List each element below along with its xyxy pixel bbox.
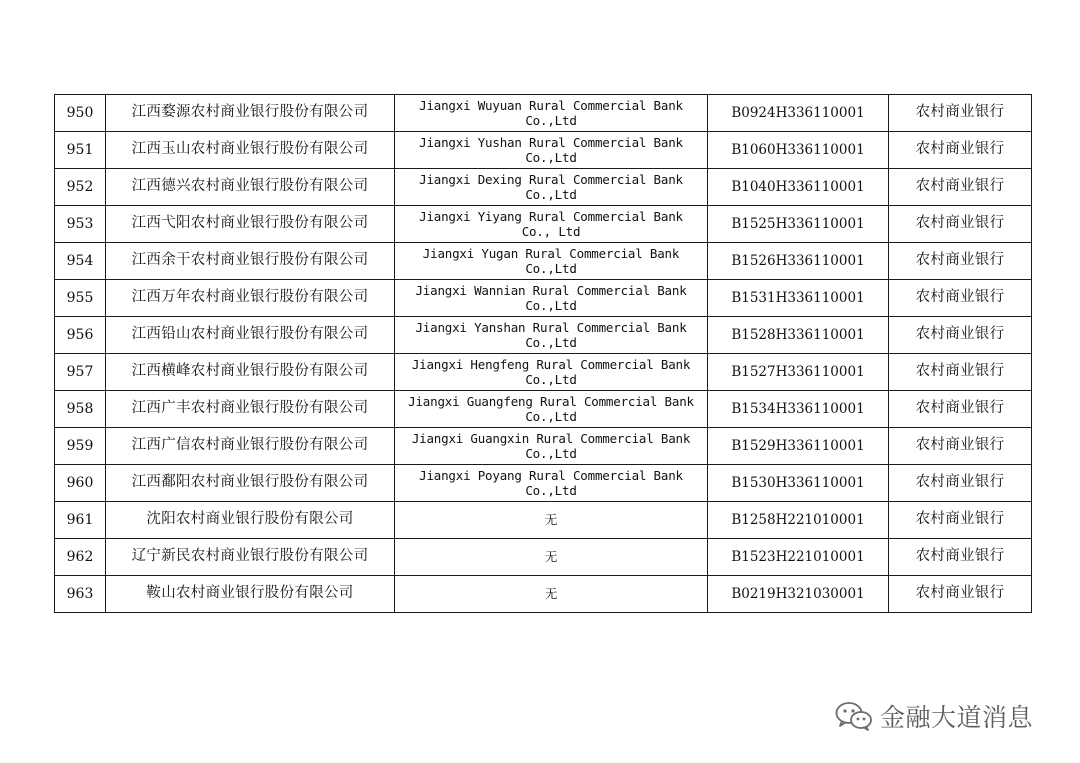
english-name-line2: Co.,Ltd <box>525 186 577 202</box>
institution-code: B1040H336110001 <box>708 169 889 206</box>
institution-type: 农村商业银行 <box>889 95 1032 132</box>
english-name-line1: Jiangxi Wannian Rural Commercial Bank <box>415 282 687 298</box>
chinese-name: 江西鄱阳农村商业银行股份有限公司 <box>106 465 395 502</box>
english-name-line1: Jiangxi Poyang Rural Commercial Bank <box>419 467 683 483</box>
institution-code: B1060H336110001 <box>708 132 889 169</box>
chinese-name: 江西婺源农村商业银行股份有限公司 <box>106 95 395 132</box>
english-name-line1: Jiangxi Yugan Rural Commercial Bank <box>422 245 680 261</box>
english-name <box>395 502 708 539</box>
english-name-line1: 无 <box>544 512 558 528</box>
institution-type: 农村商业银行 <box>889 243 1032 280</box>
english-name <box>395 391 708 428</box>
institution-type: 农村商业银行 <box>889 280 1032 317</box>
chinese-name: 江西铅山农村商业银行股份有限公司 <box>106 317 395 354</box>
institution-type: 农村商业银行 <box>889 539 1032 576</box>
english-name-line2: Co.,Ltd <box>525 445 577 461</box>
chinese-name: 沈阳农村商业银行股份有限公司 <box>106 502 395 539</box>
chinese-name: 江西弋阳农村商业银行股份有限公司 <box>106 206 395 243</box>
english-name <box>395 243 708 280</box>
chinese-name: 江西广信农村商业银行股份有限公司 <box>106 428 395 465</box>
table-row <box>55 243 1032 280</box>
table-row <box>55 132 1032 169</box>
english-name-line2: Co.,Ltd <box>525 260 577 276</box>
english-name <box>395 428 708 465</box>
english-name-line1: 无 <box>544 586 558 602</box>
table-row <box>55 206 1032 243</box>
english-name-line2: Co.,Ltd <box>525 482 577 498</box>
english-name <box>395 576 708 613</box>
table-row <box>55 465 1032 502</box>
institution-type: 农村商业银行 <box>889 317 1032 354</box>
english-name <box>395 169 708 206</box>
english-name-line1: Jiangxi Yiyang Rural Commercial Bank <box>419 208 683 224</box>
english-name-line1: Jiangxi Hengfeng Rural Commercial Bank <box>411 356 691 372</box>
row-number: 958 <box>55 391 106 428</box>
table-row <box>55 502 1032 539</box>
english-name-line2: Co.,Ltd <box>525 112 577 128</box>
row-number: 957 <box>55 354 106 391</box>
institution-code: B1525H336110001 <box>708 206 889 243</box>
row-number: 956 <box>55 317 106 354</box>
institution-type: 农村商业银行 <box>889 428 1032 465</box>
chinese-name: 江西玉山农村商业银行股份有限公司 <box>106 132 395 169</box>
institution-type: 农村商业银行 <box>889 354 1032 391</box>
table-row <box>55 317 1032 354</box>
row-number: 950 <box>55 95 106 132</box>
bank-list-table-wrapper <box>54 94 1026 613</box>
row-number: 960 <box>55 465 106 502</box>
chinese-name: 江西横峰农村商业银行股份有限公司 <box>106 354 395 391</box>
institution-type: 农村商业银行 <box>889 206 1032 243</box>
english-name <box>395 132 708 169</box>
row-number: 952 <box>55 169 106 206</box>
chinese-name: 辽宁新民农村商业银行股份有限公司 <box>106 539 395 576</box>
institution-type: 农村商业银行 <box>889 502 1032 539</box>
institution-code: B1534H336110001 <box>708 391 889 428</box>
watermark <box>834 698 1033 734</box>
row-number: 955 <box>55 280 106 317</box>
chinese-name: 江西广丰农村商业银行股份有限公司 <box>106 391 395 428</box>
institution-code: B1529H336110001 <box>708 428 889 465</box>
institution-code: B1526H336110001 <box>708 243 889 280</box>
table-row <box>55 280 1032 317</box>
institution-type: 农村商业银行 <box>889 169 1032 206</box>
table-row <box>55 576 1032 613</box>
bank-list-table <box>54 94 1032 613</box>
row-number: 959 <box>55 428 106 465</box>
english-name-line2: Co.,Ltd <box>525 371 577 387</box>
table-row <box>55 539 1032 576</box>
table-row <box>55 428 1032 465</box>
english-name-line2: Co.,Ltd <box>525 297 577 313</box>
table-row <box>55 95 1032 132</box>
row-number: 961 <box>55 502 106 539</box>
table-row <box>55 391 1032 428</box>
english-name-line2: Co.,Ltd <box>525 149 577 165</box>
row-number: 951 <box>55 132 106 169</box>
english-name <box>395 280 708 317</box>
english-name <box>395 317 708 354</box>
english-name-line2: Co.,Ltd <box>525 334 577 350</box>
chinese-name: 江西万年农村商业银行股份有限公司 <box>106 280 395 317</box>
english-name-line2: Co.,Ltd <box>525 408 577 424</box>
english-name <box>395 95 708 132</box>
table-row <box>55 354 1032 391</box>
english-name-line1: Jiangxi Guangxin Rural Commercial Bank <box>411 430 691 446</box>
institution-type: 农村商业银行 <box>889 132 1032 169</box>
english-name-line1: Jiangxi Wuyuan Rural Commercial Bank <box>419 97 683 113</box>
row-number: 953 <box>55 206 106 243</box>
english-name-line1: Jiangxi Guangfeng Rural Commercial Bank <box>408 393 694 409</box>
institution-code: B1258H221010001 <box>708 502 889 539</box>
table-row <box>55 169 1032 206</box>
english-name-line1: 无 <box>544 549 558 565</box>
chinese-name: 鞍山农村商业银行股份有限公司 <box>106 576 395 613</box>
institution-code: B1527H336110001 <box>708 354 889 391</box>
english-name <box>395 206 708 243</box>
institution-code: B1531H336110001 <box>708 280 889 317</box>
english-name <box>395 354 708 391</box>
chinese-name: 江西德兴农村商业银行股份有限公司 <box>106 169 395 206</box>
institution-code: B1528H336110001 <box>708 317 889 354</box>
institution-code: B1530H336110001 <box>708 465 889 502</box>
row-number: 963 <box>55 576 106 613</box>
english-name <box>395 539 708 576</box>
institution-type: 农村商业银行 <box>889 465 1032 502</box>
wechat-icon <box>834 700 874 732</box>
institution-code: B0924H336110001 <box>708 95 889 132</box>
row-number: 962 <box>55 539 106 576</box>
english-name <box>395 465 708 502</box>
english-name-line2: Co., Ltd <box>521 223 581 239</box>
table-body <box>55 95 1032 613</box>
institution-type: 农村商业银行 <box>889 391 1032 428</box>
english-name-line1: Jiangxi Dexing Rural Commercial Bank <box>419 171 683 187</box>
institution-code: B0219H321030001 <box>708 576 889 613</box>
institution-code: B1523H221010001 <box>708 539 889 576</box>
row-number: 954 <box>55 243 106 280</box>
watermark-text: 金融大道消息 <box>880 703 1034 732</box>
institution-type: 农村商业银行 <box>889 576 1032 613</box>
english-name-line1: Jiangxi Yushan Rural Commercial Bank <box>419 134 683 150</box>
english-name-line1: Jiangxi Yanshan Rural Commercial Bank <box>415 319 687 335</box>
chinese-name: 江西余干农村商业银行股份有限公司 <box>106 243 395 280</box>
